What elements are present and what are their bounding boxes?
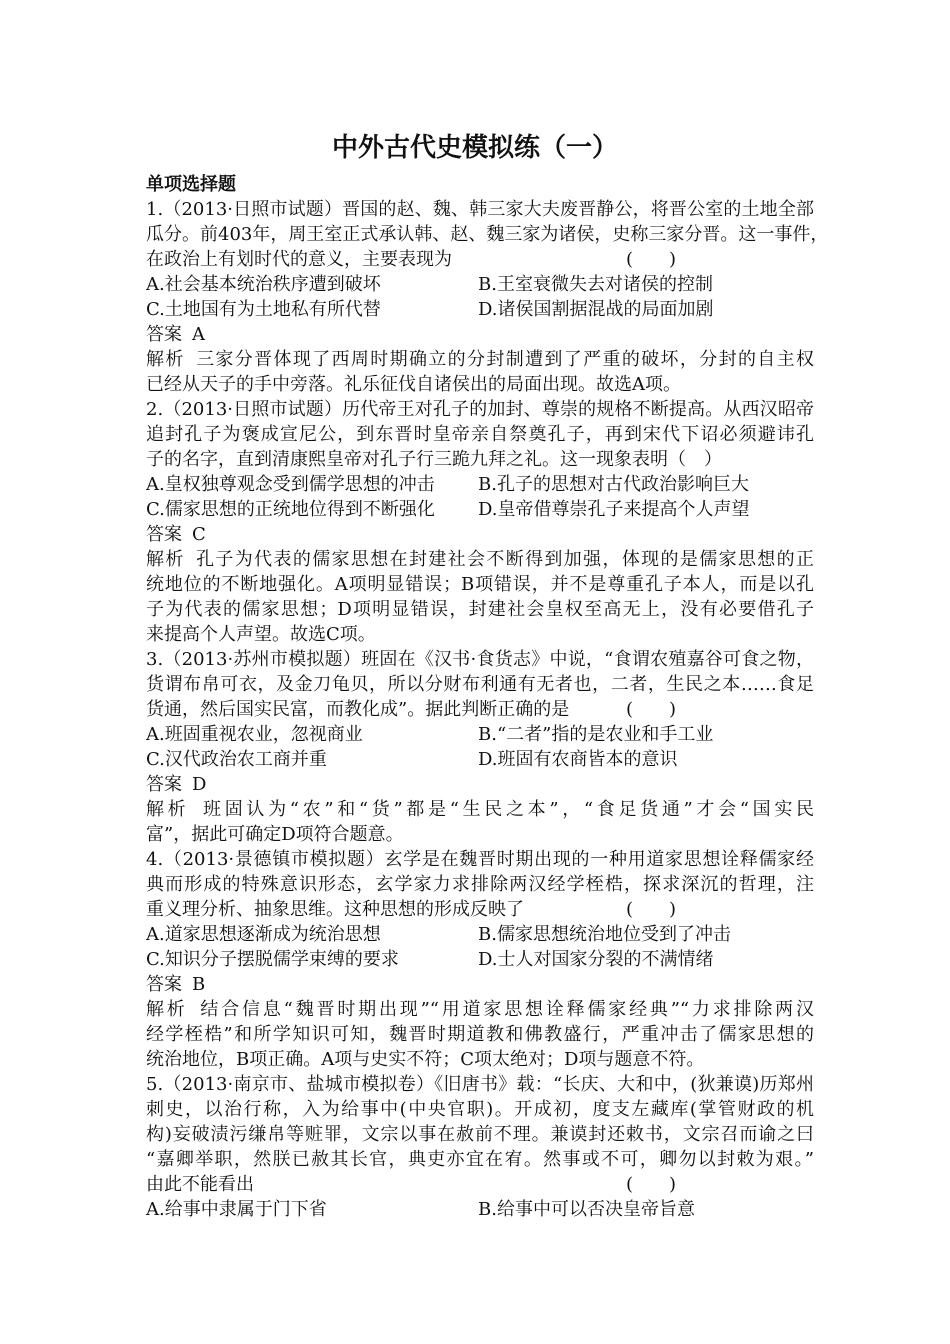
answer-label: 答案	[146, 774, 182, 795]
answer-label: 答案	[146, 524, 182, 545]
answer-value: C	[192, 524, 206, 545]
question-text-line: 4.（2013·景德镇市模拟题）玄学是在魏晋时期出现的一种用道家思想诠释儒家经	[146, 849, 814, 870]
analysis-line: 子为代表的儒家思想；D项明显错误，封建社会皇权至高无上，没有必要借孔子	[146, 599, 814, 620]
answer-value: A	[192, 324, 205, 345]
option-row	[146, 472, 814, 497]
question-text-line: 重义理分析、抽象思维。这种思想的形成反映了 ( )	[146, 899, 677, 920]
document-body	[146, 172, 829, 1222]
answer-line	[146, 772, 814, 797]
answer-label: 答案	[146, 974, 182, 995]
option-row	[146, 1197, 814, 1222]
answer-value: B	[192, 974, 206, 995]
option-b: B.“二者”指的是农业和手工业	[478, 724, 714, 745]
analysis-line: 经学桎梏”和所学知识可知，魏晋时期道教和佛教盛行，严重冲击了儒家思想的	[146, 1024, 814, 1045]
analysis-line: 统治地位，B项正确。A项与史实不符；C项太绝对；D项与题意不符。	[146, 1049, 705, 1070]
answer-bracket: ( )	[626, 1174, 677, 1195]
question-text-line: 2.（2013·日照市试题）历代帝王对孔子的加封、尊崇的规格不断提高。从西汉昭帝	[146, 399, 814, 420]
question-3	[146, 647, 814, 847]
page-title: 中外古代史模拟练（一）	[331, 133, 618, 163]
option-a: A.班固重视农业，忽视商业	[146, 724, 363, 745]
option-b: B.孔子的思想对古代政治影响巨大	[478, 474, 749, 495]
option-d: D.皇帝借尊崇孔子来提高个人声望	[478, 499, 750, 520]
question-2	[146, 397, 814, 647]
analysis-label: 解析	[146, 549, 185, 570]
question-text-line: 5.（2013·南京市、盐城市模拟卷）《旧唐书》载：“长庆、大和中，(狄兼谟)历郑州	[146, 1074, 814, 1095]
question-text-line: 构)妄破渍污缣帛等赃罪，文宗以事在赦前不理。兼谟封还敕书，文宗召而谕之曰	[146, 1124, 814, 1145]
question-text-line: 子的名字，直到清康熙皇帝对孔子行三跪九拜之礼。这一现象表明（ ）	[146, 449, 722, 470]
question-text-line: “嘉卿举职，然朕已赦其长官，典吏亦宜在宥。然事或不可，卿勿以封敕为艰。”	[146, 1149, 814, 1170]
option-a: A.道家思想逐渐成为统治思想	[146, 924, 381, 945]
question-4	[146, 847, 814, 1072]
option-row	[146, 947, 814, 972]
question-text-line: 刺史，以治行称，入为给事中(中央官职)。开成初，度支左藏库(掌管财政的机	[146, 1099, 814, 1120]
question-text-line: 货通，然后国实民富，而教化成”。据此判断正确的是 ( )	[146, 699, 677, 720]
option-row	[146, 497, 814, 522]
answer-line	[146, 522, 814, 547]
question-text-line: 3.（2013·苏州市模拟题）班固在《汉书·食货志》中说，“食谓农殖嘉谷可食之物，	[146, 649, 814, 670]
question-5	[146, 1072, 814, 1222]
option-row	[146, 272, 814, 297]
question-text-line: 瓜分。前403年，周王室正式承认韩、赵、魏三家为诸侯，史称三家分晋。这一事件，	[146, 224, 829, 245]
option-d: D.诸侯国割据混战的局面加剧	[478, 299, 714, 320]
analysis-line: 解析 孔子为代表的儒家思想在封建社会不断得到加强，体现的是儒家思想的正	[146, 549, 815, 570]
answer-value: D	[192, 774, 207, 795]
option-a: A.皇权独尊观念受到儒学思想的冲击	[146, 474, 435, 495]
option-c: C.汉代政治农工商并重	[146, 749, 327, 770]
option-row	[146, 297, 814, 322]
question-text-line: 在政治上有划时代的意义，主要表现为 ( )	[146, 249, 677, 270]
option-d: D.士人对国家分裂的不满情绪	[478, 949, 714, 970]
analysis-line: 已经从天子的手中旁落。礼乐征伐自诸侯出的局面出现。故选A项。	[146, 374, 681, 395]
analysis-line: 来提高个人声望。故选C项。	[146, 624, 376, 645]
option-b: B.儒家思想统治地位受到了冲击	[478, 924, 731, 945]
section-heading: 单项选择题	[146, 174, 236, 195]
option-d: D.班固有农商皆本的意识	[478, 749, 678, 770]
question-text-line: 追封孔子为褒成宣尼公，到东晋时皇帝亲自祭奠孔子，再到宋代下诏必须避讳孔	[146, 424, 814, 445]
answer-bracket: ( )	[626, 899, 677, 920]
answer-bracket: ( )	[626, 699, 677, 720]
option-b: B.王室衰微失去对诸侯的控制	[478, 274, 713, 295]
answer-bracket: ( )	[626, 249, 677, 270]
question-text-line: 由此不能看出 ( )	[146, 1174, 677, 1195]
option-row	[146, 722, 814, 747]
analysis-label: 解析	[146, 799, 190, 820]
analysis-line: 富”，据此可确定D项符合题意。	[146, 824, 404, 845]
answer-line	[146, 322, 814, 347]
option-a: A.给事中隶属于门下省	[146, 1199, 327, 1220]
answer-label: 答案	[146, 324, 182, 345]
analysis-label: 解析	[146, 999, 188, 1020]
question-text-line: 1.（2013·日照市试题）晋国的赵、魏、韩三家大夫废晋静公，将晋公室的土地全部	[146, 199, 814, 220]
analysis-line: 统地位的不断地强化。A项明显错误；B项错误，并不是尊重孔子本人，而是以孔	[146, 574, 814, 595]
analysis-label: 解析	[146, 349, 185, 370]
question-text-line: 典而形成的特殊意识形态，玄学家力求排除两汉经学桎梏，探求深沉的哲理，注	[146, 874, 814, 895]
question-1	[146, 197, 829, 397]
analysis-line: 解析 三家分晋体现了西周时期确立的分封制遭到了严重的破坏，分封的自主权	[146, 349, 815, 370]
option-b: B.给事中可以否决皇帝旨意	[478, 1199, 695, 1220]
question-text-line: 货谓布帛可衣，及金刀龟贝，所以分财布利通有无者也，二者，生民之本……食足	[146, 674, 814, 695]
option-c: C.土地国有为土地私有所代替	[146, 299, 381, 320]
analysis-line: 解析 结合信息“魏晋时期出现”“用道家思想诠释儒家经典”“力求排除两汉	[146, 999, 814, 1020]
option-a: A.社会基本统治秩序遭到破坏	[146, 274, 381, 295]
option-row	[146, 747, 814, 772]
analysis-line: 解析 班固认为“农”和“货”都是“生民之本”，“食足货通”才会“国实民	[146, 799, 815, 820]
option-c: C.知识分子摆脱儒学束缚的要求	[146, 949, 399, 970]
answer-line	[146, 972, 814, 997]
option-row	[146, 922, 814, 947]
option-c: C.儒家思想的正统地位得到不断强化	[146, 499, 435, 520]
